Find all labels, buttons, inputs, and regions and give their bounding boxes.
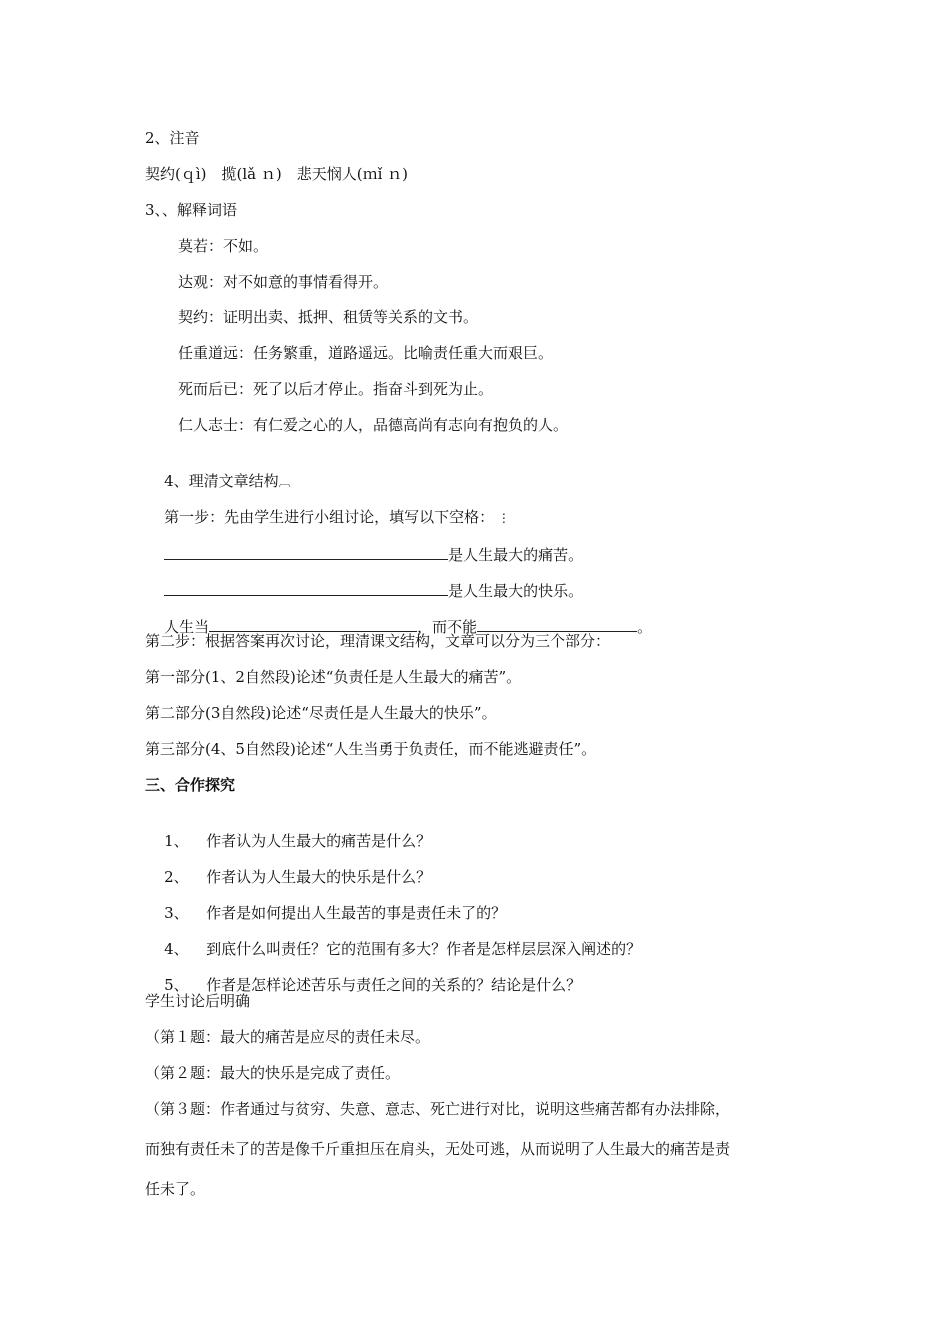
- fill-prefix-3: 人生当: [164, 618, 210, 636]
- fill-suffix-1: 是人生最大的痛苦。: [448, 546, 584, 564]
- definition-item: 莫若：不如。: [178, 237, 269, 255]
- section-4-title-text: 4、理清文章结构: [164, 472, 279, 490]
- part-item: 第二部分(3自然段)论述“尽责任是人生最大的快乐”。: [145, 704, 497, 722]
- question-text: 作者是如何提出人生最苦的事是责任未了的？: [206, 904, 507, 922]
- part-item: 第三部分(4、5自然段)论述“人生当勇于负责任，而不能逃避责任”。: [145, 740, 597, 758]
- question-text: 作者认为人生最大的痛苦是什么？: [206, 832, 432, 850]
- definition-item: 达观：对不如意的事情看得开。: [178, 273, 389, 291]
- discussion-intro: 学生讨论后明确: [145, 992, 251, 1010]
- definition-item: 契约：证明出卖、抵押、租赁等关系的文书。: [178, 308, 479, 326]
- question-number: 4、: [164, 940, 189, 958]
- fill-suffix-2: 是人生最大的快乐。: [448, 582, 584, 600]
- definition-item: 任重道远：任务繁重，道路遥远。比喻责任重大而艰巨。: [178, 344, 554, 362]
- question-number: 1、: [164, 832, 189, 850]
- answer-continuation: 而独有责任未了的苦是像千斤重担压在肩头，无处可逃，从而说明了人生最大的痛苦是责: [145, 1140, 731, 1158]
- step-1-text: 第一步：先由学生进行小组讨论，填写以下空格：: [164, 508, 495, 526]
- part-item: 第一部分(1、2自然段)论述“负责任是人生最大的痛苦”。: [145, 668, 522, 686]
- section-2-title: 2、注音: [145, 129, 200, 147]
- bracket-mark-icon: ︹: [278, 475, 291, 489]
- question-text: 到底什么叫责任？它的范围有多大？作者是怎样层层深入阐述的？: [206, 940, 642, 958]
- question-number: 2、: [164, 868, 189, 886]
- section-3-title: 3、、解释词语: [145, 201, 238, 219]
- blank-field[interactable]: [164, 579, 448, 596]
- question-number: 5、: [164, 976, 189, 994]
- definition-item: 仁人志士：有仁爱之心的人，品德高尚有志向有抱负的人。: [178, 416, 569, 434]
- blank-field[interactable]: [164, 543, 448, 560]
- question-text: 作者认为人生最大的快乐是什么？: [206, 868, 432, 886]
- vertical-dots-icon: ⋮: [494, 511, 510, 525]
- answer-continuation: 任未了。: [145, 1180, 206, 1198]
- fill-suffix-3: 。: [637, 618, 653, 636]
- question-number: 3、: [164, 904, 189, 922]
- cooperation-heading: 三、合作探究: [145, 776, 236, 794]
- fill-middle-3: ，而不能: [417, 618, 478, 636]
- step-2: 第二步：根据答案再次讨论，理清课文结构，文章可以分为三个部分：: [145, 632, 611, 650]
- answer-item: （第２题：最大的快乐是完成了责任。: [145, 1064, 401, 1082]
- blank-field[interactable]: [209, 615, 417, 632]
- blank-field[interactable]: [477, 615, 637, 632]
- pinyin-line: 契约(ｑì) 揽(lǎ ｎ) 悲天悯人(ｍǐ ｎ): [145, 165, 408, 183]
- question-text: 作者是怎样论述苦乐与责任之间的关系的？结论是什么？: [206, 976, 582, 994]
- definition-item: 死而后已：死了以后才停止。指奋斗到死为止。: [178, 380, 494, 398]
- answer-item: （第３题：作者通过与贫穷、失意、意志、死亡进行对比，说明这些痛苦都有办法排除，: [145, 1100, 731, 1118]
- answer-item: （第１题：最大的痛苦是应尽的责任未尽。: [145, 1028, 431, 1046]
